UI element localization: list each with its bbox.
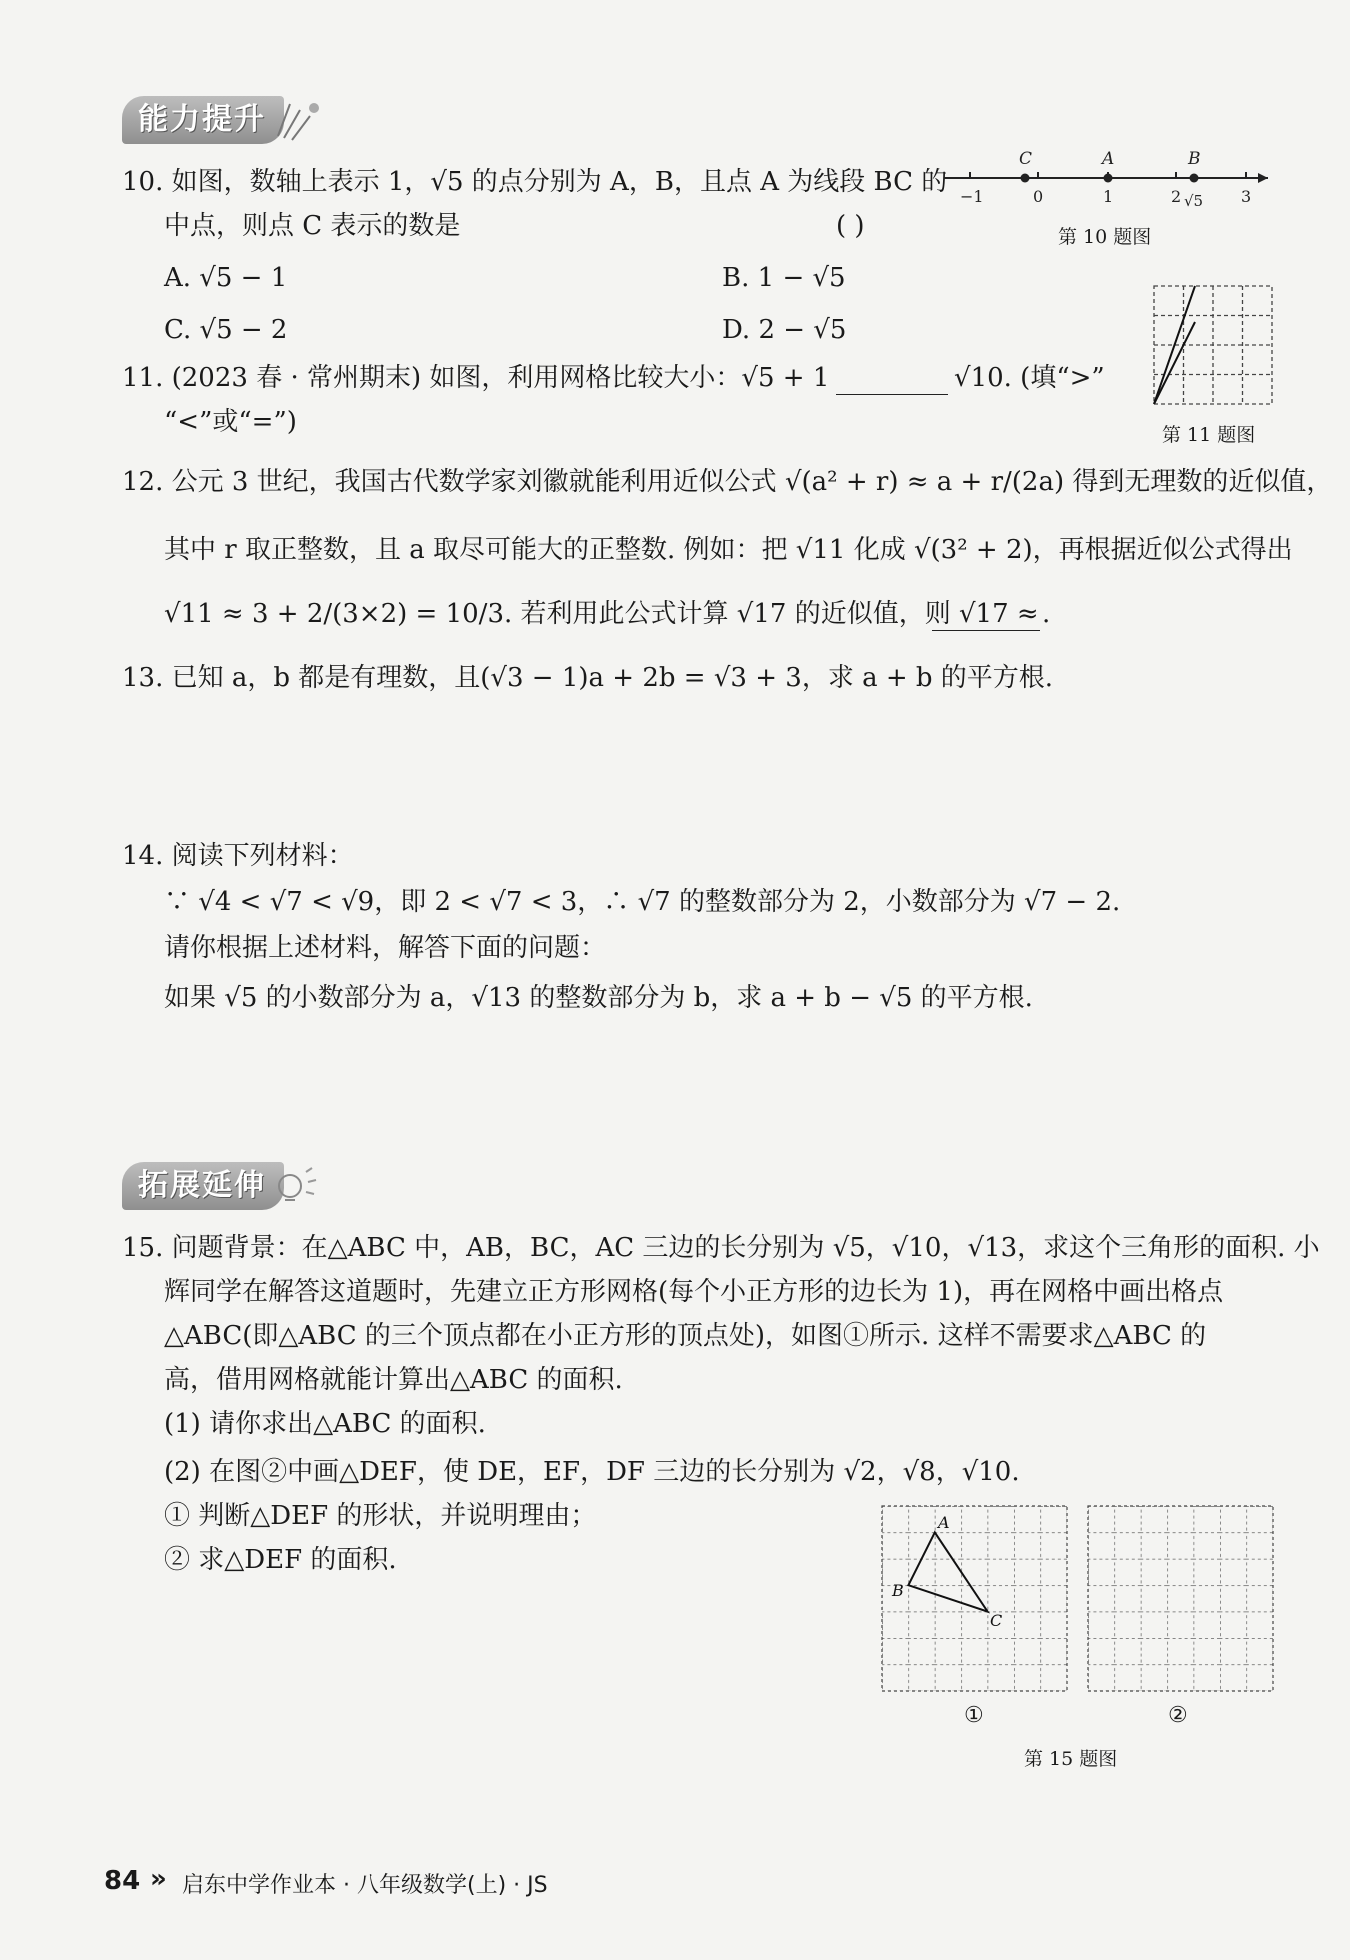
section-banner-extension: [122, 1162, 284, 1210]
q10-option-c: C. √5 − 2: [164, 315, 288, 345]
q13-line1: 13. 已知 a，b 都是有理数，且(√3 − 1)a + 2b = √3 + 3，求 a + b 的平方根.: [122, 663, 1054, 693]
axis-tick-2: 2: [1171, 187, 1182, 206]
q11-line1a: 11. (2023 春 · 常州期末) 如图，利用网格比较大小：√5 + 1: [122, 363, 830, 393]
page-number: 84: [104, 1866, 141, 1896]
axis-label-b: B: [1188, 149, 1201, 169]
q11-grid-figure: [1150, 282, 1276, 408]
q15-fig2-label: ②: [1168, 1703, 1188, 1728]
q12-answer-blank: [932, 600, 1040, 631]
q11-line2: “<”或“=”): [164, 407, 297, 437]
grid-2: [1088, 1506, 1273, 1691]
q15-line1: 15. 问题背景：在△ABC 中，AB，BC，AC 三边的长分别为 √5，√10，√13，求这个三角形的面积. 小: [122, 1233, 1320, 1263]
q10-option-d: D. 2 − √5: [722, 315, 847, 345]
section-title: 能力提升: [138, 102, 266, 137]
q15-line8: ② 求△DEF 的面积.: [164, 1545, 397, 1575]
section-banner-ability: [122, 96, 284, 144]
q12-line3b: .: [1042, 599, 1051, 629]
axis-tick-sqrt5: √5: [1184, 192, 1204, 210]
q10-caption: 第 10 题图: [1058, 226, 1152, 248]
axis-label-a: A: [1102, 149, 1115, 169]
q15-caption: 第 15 题图: [1024, 1748, 1118, 1770]
axis-tick-1: 1: [1103, 187, 1114, 206]
grid-1: [882, 1506, 1067, 1691]
axis-tick-0: 0: [1033, 187, 1044, 206]
q14-line3: 请你根据上述材料，解答下面的问题：: [164, 933, 607, 963]
q15-line7: ① 判断△DEF 的形状，并说明理由；: [164, 1501, 597, 1531]
footer-title: 启东中学作业本 · 八年级数学(上) · JS: [182, 1873, 548, 1898]
q14-line2: ∵ √4 < √7 < √9，即 2 < √7 < 3，∴ √7 的整数部分为 2，小数部分为 √7 − 2.: [164, 887, 1121, 917]
q15-line6: (2) 在图②中画△DEF，使 DE，EF，DF 三边的长分别为 √2，√8，√10.: [164, 1457, 1020, 1487]
section-title: 拓展延伸: [138, 1168, 266, 1203]
q10-option-a: A. √5 − 1: [164, 263, 288, 293]
vertex-c: C: [990, 1611, 1003, 1630]
q15-line5: (1) 请你求出△ABC 的面积.: [164, 1409, 486, 1439]
sparkle-icon: [270, 96, 330, 144]
q14-line1: 14. 阅读下列材料：: [122, 841, 354, 871]
q11-answer-blank: [836, 362, 948, 395]
q10-line1: 10. 如图，数轴上表示 1，√5 的点分别为 A，B，且点 A 为线段 BC 的: [122, 167, 948, 197]
chevron-right-icon: »: [150, 1864, 167, 1894]
q15-line3: △ABC(即△ABC 的三个顶点都在小正方形的顶点处)，如图①所示. 这样不需要求△ABC 的: [164, 1321, 1207, 1351]
vertex-b: B: [892, 1581, 904, 1600]
q11-line1b: √10. (填“>”: [954, 363, 1105, 393]
axis-tick-neg1: −1: [960, 187, 984, 206]
q11-caption: 第 11 题图: [1162, 424, 1256, 446]
axis-tick-3: 3: [1241, 187, 1252, 206]
q15-grids-figure: [878, 1502, 1278, 1702]
axis-label-c: C: [1019, 149, 1033, 169]
q12-line1: 12. 公元 3 世纪，我国古代数学家刘徽就能利用近似公式 √(a² + r) ≈ a + r/(2a) 得到无理数的近似值，: [122, 467, 1333, 497]
q12-line3a: √11 ≈ 3 + 2/(3×2) = 10/3. 若利用此公式计算 √17 的近似值，则 √17 ≈: [164, 599, 1039, 629]
q15-line4: 高，借用网格就能计算出△ABC 的面积.: [164, 1365, 623, 1395]
q10-option-b: B. 1 − √5: [722, 263, 846, 293]
q15-fig1-label: ①: [964, 1703, 984, 1728]
number-line-figure: [940, 146, 1280, 226]
vertex-a: A: [938, 1513, 950, 1532]
q10-line2: 中点，则点 C 表示的数是: [164, 211, 461, 241]
lightbulb-icon: [270, 1162, 320, 1210]
q15-line2: 辉同学在解答这道题时，先建立正方形网格(每个小正方形的边长为 1)，再在网格中画出格点: [164, 1277, 1224, 1307]
q10-paren: ( ): [836, 211, 865, 241]
q12-line2: 其中 r 取正整数，且 a 取尽可能大的正整数. 例如：把 √11 化成 √(3² + 2)，再根据近似公式得出: [164, 535, 1293, 565]
q14-line4: 如果 √5 的小数部分为 a，√13 的整数部分为 b，求 a + b − √5 的平方根.: [164, 983, 1033, 1013]
